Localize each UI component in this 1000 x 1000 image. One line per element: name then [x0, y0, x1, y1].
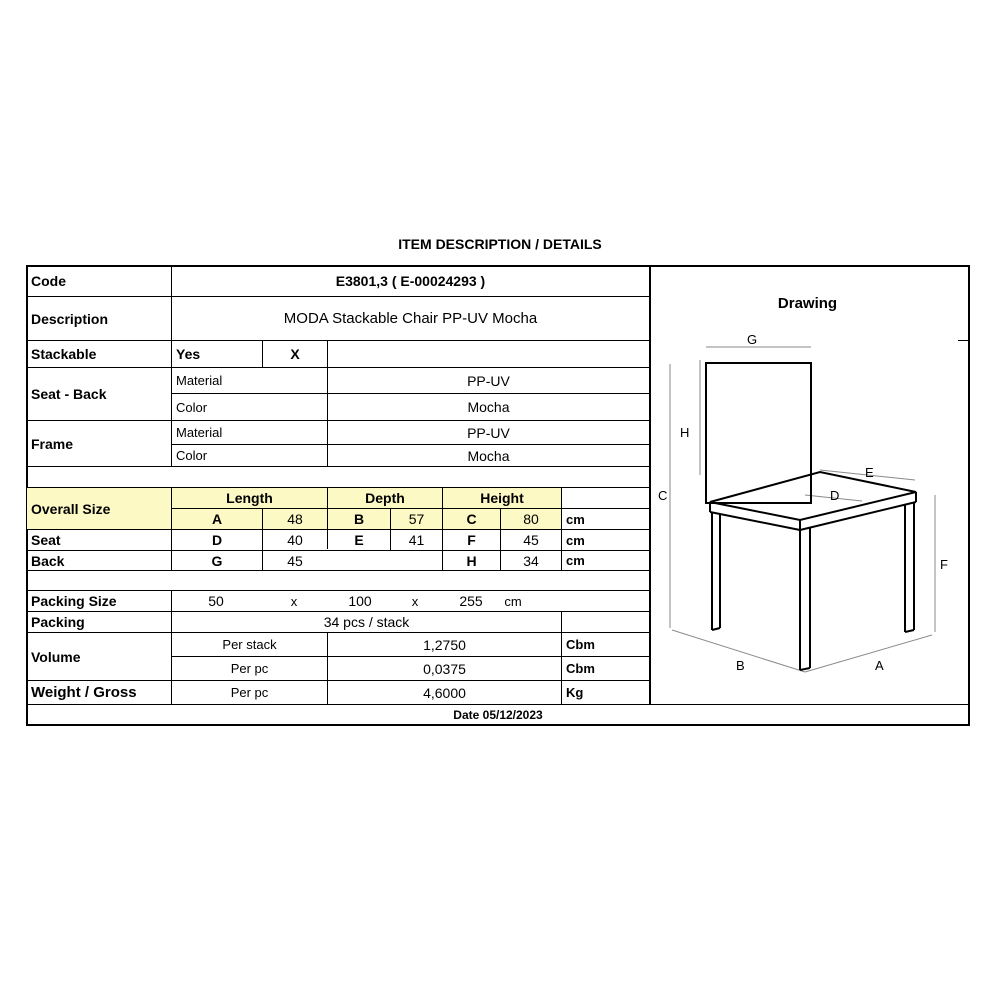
seat-f-value: 45 [523, 532, 539, 548]
dim-label-f: F [940, 557, 948, 572]
frame-material-label: Material [176, 425, 223, 440]
seat-back-color-label: Color [176, 399, 208, 415]
volume-per-stack-label: Per stack [222, 637, 277, 652]
overall-a-value: 48 [263, 509, 327, 529]
seat-d: D [211, 532, 223, 548]
back-g: G [211, 552, 223, 569]
seat-f: F [467, 532, 476, 548]
volume-per-stack-unit: Cbm [566, 637, 595, 652]
weight-label: Weight / Gross [31, 684, 137, 701]
volume-per-pc: 0,0375 [423, 660, 466, 677]
seat-back-material: PP-UV [467, 372, 510, 389]
grid-line [27, 466, 649, 467]
code-value: E3801,3 ( E-00024293 ) [335, 273, 486, 289]
back-h: H [466, 552, 477, 569]
weight-unit: Kg [566, 685, 584, 700]
frame-color: Mocha [467, 447, 510, 464]
overall-b-value: 57 [391, 509, 442, 529]
drawing-title: Drawing [777, 295, 838, 312]
volume-per-stack: 1,2750 [423, 636, 466, 653]
stackable-yes: Yes [176, 346, 201, 362]
seat-back-color: Mocha [467, 399, 510, 415]
packing-label: Packing [31, 614, 85, 630]
seat-back-label: Seat - Back [31, 386, 107, 402]
description-label: Description [31, 310, 109, 327]
packing-size-w: 50 [208, 593, 224, 609]
back-label: Back [31, 552, 65, 569]
overall-size-label: Overall Size [27, 488, 171, 529]
volume-label: Volume [31, 648, 81, 665]
dim-label-g: G [747, 332, 758, 347]
dim-label-e: E [865, 465, 874, 480]
height-header: Height [443, 488, 561, 508]
back-g-value: 45 [287, 552, 303, 569]
dim-label-d: D [830, 488, 840, 503]
seat-unit: cm [566, 532, 585, 548]
seat-e-value: 41 [408, 532, 425, 548]
dim-label-a: A [875, 658, 884, 673]
packing-size-h: 255 [459, 593, 483, 609]
overall-c: C [443, 509, 500, 529]
frame-label: Frame [31, 435, 74, 452]
overall-unit: cm [566, 511, 585, 527]
seat-back-material-label: Material [176, 373, 223, 388]
back-h-value: 34 [523, 552, 539, 569]
volume-per-pc-unit: Cbm [566, 661, 595, 676]
dim-label-c: C [658, 488, 668, 503]
packing-size-label: Packing Size [31, 593, 117, 609]
chair-drawing [650, 320, 965, 680]
dim-label-h: H [680, 425, 690, 440]
stackable-label: Stackable [31, 346, 97, 362]
packing-size-unit: cm [504, 593, 522, 609]
dim-label-b: B [736, 658, 745, 673]
back-unit: cm [566, 553, 585, 568]
volume-per-pc-label: Per pc [230, 661, 269, 676]
overall-b: B [328, 509, 390, 529]
packing-value: 34 pcs / stack [323, 614, 410, 630]
stackable-mark: X [290, 346, 300, 362]
description-value: MODA Stackable Chair PP-UV Mocha [283, 310, 538, 327]
grid-line [27, 570, 649, 571]
seat-e: E [354, 532, 364, 548]
packing-size-x1: x [290, 593, 298, 609]
frame-color-label: Color [176, 448, 208, 463]
packing-size-d: 100 [348, 593, 372, 609]
overall-c-value: 80 [501, 509, 561, 529]
code-label: Code [31, 273, 66, 289]
frame-material: PP-UV [467, 424, 510, 441]
depth-header: Depth [328, 488, 442, 508]
seat-label: Seat [31, 532, 61, 548]
date-footer: Date 05/12/2023 [453, 708, 543, 722]
packing-size-x2: x [411, 593, 419, 609]
length-header: Length [172, 488, 327, 508]
document-title: ITEM DESCRIPTION / DETAILS [398, 236, 602, 252]
weight-value: 4,6000 [423, 684, 466, 701]
overall-a: A [172, 509, 262, 529]
weight-per-pc-label: Per pc [230, 685, 269, 700]
seat-d-value: 40 [287, 532, 303, 548]
